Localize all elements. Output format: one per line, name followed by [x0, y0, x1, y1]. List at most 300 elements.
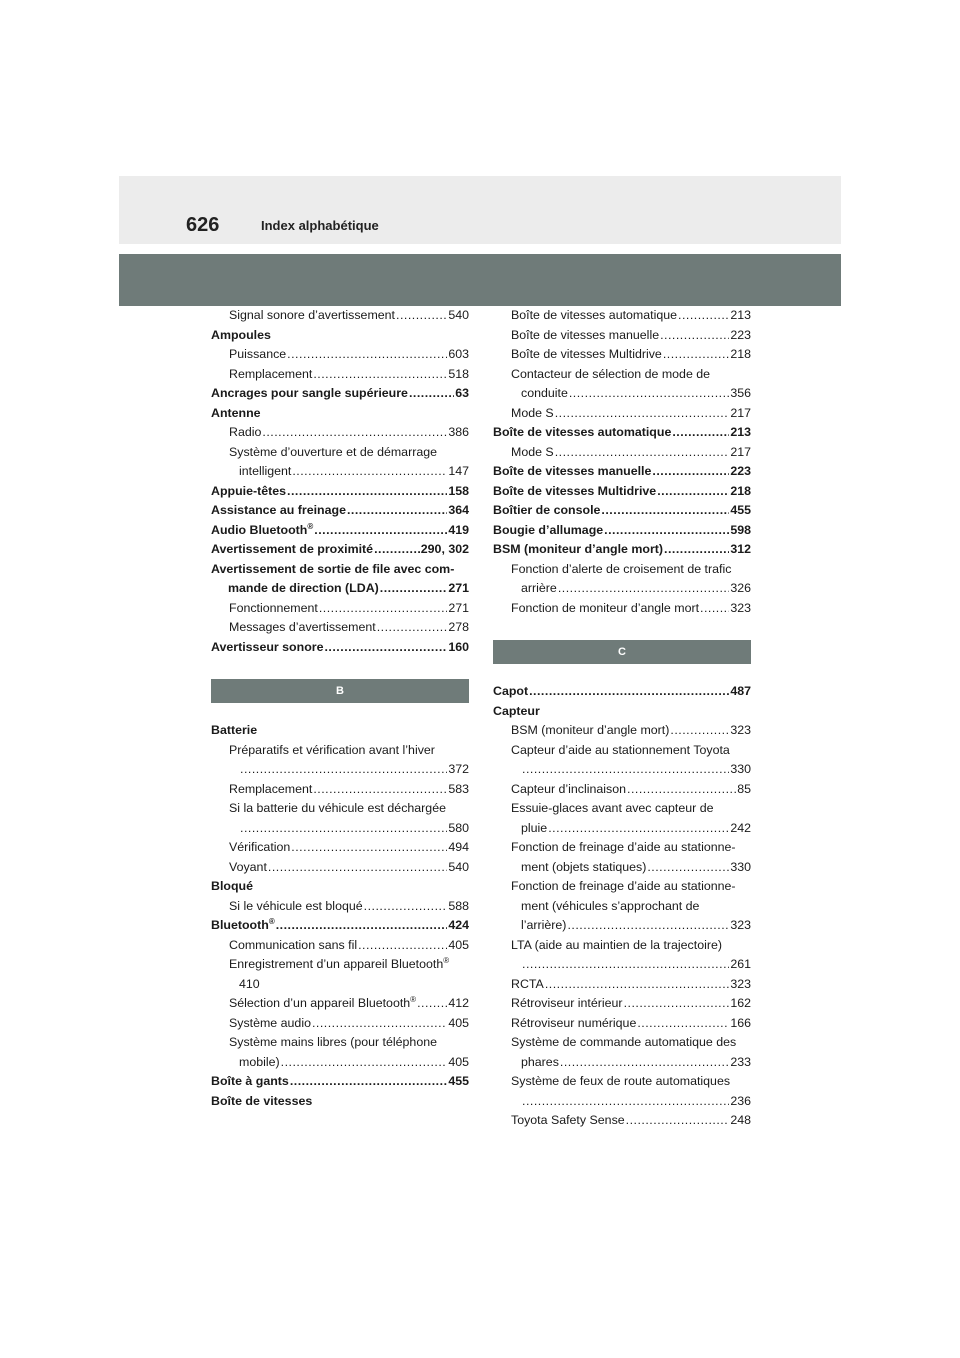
dot-leader	[652, 462, 729, 482]
index-entry	[211, 326, 469, 346]
dot-leader	[417, 994, 447, 1014]
index-entry	[211, 638, 469, 658]
entry-line	[211, 540, 469, 560]
entry-line	[211, 501, 469, 521]
index-subentry	[211, 365, 469, 385]
index-subentry	[493, 1072, 751, 1111]
dot-leader	[678, 306, 729, 326]
index-subentry	[211, 423, 469, 443]
entry-page-number: 223	[730, 464, 751, 478]
entry-label: Boîte de vitesses manuelle	[511, 327, 660, 342]
entry-label: Système mains libres (pour téléphone	[229, 1035, 437, 1049]
entry-page-number: 405	[448, 1015, 469, 1030]
dot-leader	[287, 482, 447, 502]
index-subentry	[493, 1033, 751, 1072]
entry-label: Toyota Safety Sense	[511, 1113, 625, 1127]
dot-leader	[364, 897, 448, 917]
entry-line	[211, 936, 469, 956]
entry-page-number: 330	[730, 762, 751, 776]
index-subentry	[493, 1014, 751, 1034]
entry-page-number: 386	[448, 425, 469, 439]
index-entry	[493, 521, 751, 541]
dot-leader	[700, 599, 729, 619]
entry-label: Boîte de vitesses Multidrive	[511, 347, 662, 361]
dot-leader	[240, 819, 447, 839]
dot-leader	[287, 345, 447, 365]
dot-leader	[548, 819, 729, 839]
entry-page-number: 455	[730, 503, 751, 517]
entry-label: Boîte de vitesses automatique	[511, 308, 677, 322]
entry-label: Antenne	[211, 405, 261, 420]
entry-label: Signal sonore d’avertissement	[229, 308, 395, 322]
entry-line	[493, 384, 751, 404]
dot-leader	[314, 521, 447, 541]
entry-line	[493, 897, 751, 917]
entry-line	[493, 936, 751, 956]
dot-leader	[240, 760, 447, 780]
dot-leader	[313, 365, 447, 385]
index-entry	[211, 501, 469, 521]
entry-label: RCTA	[511, 976, 544, 991]
entry-label: Radio	[229, 425, 262, 439]
entry-label: Système de commande automatique des	[511, 1035, 737, 1049]
header-divider-bar	[119, 254, 841, 306]
entry-label: Capteur	[493, 703, 540, 718]
entry-line	[493, 741, 751, 761]
dot-leader	[657, 482, 729, 502]
entry-label: Fonction de moniteur d’angle mort	[511, 600, 700, 615]
entry-label: conduite	[521, 386, 568, 400]
index-subentry	[211, 780, 469, 800]
index-subentry	[211, 838, 469, 858]
dot-leader	[396, 306, 447, 326]
entry-page-number: 290, 302	[420, 542, 469, 556]
index-entry	[493, 540, 751, 560]
entry-page-number: 326	[730, 581, 751, 595]
dot-leader	[601, 501, 729, 521]
entry-line	[493, 599, 751, 619]
entry-label: Système de feux de route automatiques	[511, 1074, 731, 1088]
dot-leader	[637, 1014, 729, 1034]
entry-page-number: 424	[448, 918, 469, 932]
index-entry	[211, 560, 469, 599]
entry-page-number: 158	[448, 483, 469, 498]
entry-page-number: 455	[448, 1074, 469, 1088]
entry-line	[493, 682, 751, 702]
dot-leader	[522, 1092, 729, 1112]
index-column-right	[493, 306, 751, 1131]
entry-page-number: 419	[448, 522, 469, 537]
entry-page-number: 213	[730, 308, 751, 322]
dot-leader	[380, 579, 448, 599]
entry-line	[211, 838, 469, 858]
index-subentry	[493, 1111, 751, 1131]
index-subentry	[493, 443, 751, 463]
entry-label: Boîte à gants	[211, 1074, 289, 1088]
index-subentry	[211, 994, 469, 1014]
index-subentry	[493, 799, 751, 838]
entry-label: Sélection d’un appareil Bluetooth®	[229, 994, 417, 1010]
entry-line	[211, 1072, 469, 1092]
entry-page-number: 147	[448, 464, 469, 478]
entry-label: Rétroviseur numérique	[511, 1015, 637, 1030]
entry-line	[211, 521, 469, 541]
entry-label: Essuie-glaces avant avec capteur de	[511, 801, 714, 815]
entry-page-number: 372	[448, 762, 469, 776]
index-entry	[493, 682, 751, 702]
entry-label: mobile)	[239, 1054, 280, 1069]
entry-page-number: 405	[448, 1054, 469, 1069]
index-entry	[211, 1072, 469, 1092]
entry-line	[211, 345, 469, 365]
entry-label: Remplacement	[229, 781, 313, 796]
entry-page-number: 330	[730, 859, 751, 874]
entry-line	[211, 741, 469, 761]
entry-page-number: 218	[730, 347, 751, 361]
entry-label: intelligent	[239, 464, 292, 478]
dot-leader	[604, 521, 729, 541]
entry-line	[493, 1053, 751, 1073]
entry-page-number: 603	[448, 347, 469, 361]
entry-label: Communication sans fil	[229, 937, 358, 952]
dot-leader	[555, 443, 730, 463]
index-entry	[493, 482, 751, 502]
entry-line	[493, 1072, 751, 1092]
entry-label: mande de direction (LDA)	[228, 581, 379, 595]
entry-label: Messages d’avertissement	[229, 620, 376, 634]
entry-page-number: 356	[730, 386, 751, 400]
entry-label: 410	[239, 976, 260, 991]
entry-page-number: 323	[730, 918, 751, 932]
entry-line	[211, 955, 469, 975]
entry-line	[493, 443, 751, 463]
entry-page-number: 223	[730, 327, 751, 342]
entry-line	[493, 975, 751, 995]
entry-label: Système audio	[229, 1015, 311, 1030]
header-band	[119, 176, 841, 244]
entry-label: Appuie-têtes	[211, 483, 287, 498]
entry-line	[211, 721, 469, 741]
entry-label: Puissance	[229, 347, 287, 361]
index-entry	[493, 423, 751, 443]
entry-line	[493, 521, 751, 541]
dot-leader	[313, 780, 447, 800]
entry-line	[211, 760, 469, 780]
entry-page-number: 261	[730, 957, 751, 971]
entry-page-number: 323	[730, 600, 751, 615]
entry-page-number: 278	[448, 620, 469, 634]
entry-label: Vérification	[229, 840, 291, 854]
entry-line	[493, 994, 751, 1014]
entry-line	[211, 799, 469, 819]
index-entry	[211, 384, 469, 404]
entry-line	[211, 877, 469, 897]
dot-leader	[664, 540, 729, 560]
index-subentry	[493, 994, 751, 1014]
entry-line	[211, 462, 469, 482]
entry-label: Mode S	[511, 444, 554, 459]
entry-label: ment (objets statiques)	[521, 859, 647, 874]
dot-leader	[647, 858, 729, 878]
entry-line	[211, 780, 469, 800]
entry-page-number: 323	[730, 723, 751, 737]
entry-label: Capteur d’aide au stationnement Toyota	[511, 742, 730, 757]
entry-line	[493, 404, 751, 424]
index-subentry	[211, 618, 469, 638]
entry-label: BSM (moniteur d’angle mort)	[493, 542, 664, 556]
entry-page-number: 598	[730, 522, 751, 537]
entry-label: phares	[521, 1054, 559, 1069]
entry-line	[493, 760, 751, 780]
entry-page-number: 271	[448, 600, 469, 615]
index-column-left	[211, 306, 469, 1111]
entry-label: arrière	[521, 581, 557, 595]
dot-leader	[567, 916, 729, 936]
index-entry	[211, 1092, 469, 1112]
dot-leader	[409, 384, 454, 404]
entry-page-number: 85	[737, 781, 751, 796]
entry-label: Fonction de freinage d’aide au stationne-	[511, 879, 736, 893]
entry-line	[493, 1111, 751, 1131]
entry-line	[211, 916, 469, 936]
entry-label: Boîtier de console	[493, 503, 601, 517]
entry-line	[493, 819, 751, 839]
entry-line	[211, 618, 469, 638]
index-entry	[211, 916, 469, 936]
entry-line	[211, 326, 469, 346]
entry-page-number: 242	[730, 820, 751, 835]
entry-page-number: 63	[455, 386, 469, 400]
entry-line	[211, 819, 469, 839]
index-subentry	[493, 404, 751, 424]
index-subentry	[211, 1033, 469, 1072]
entry-page-number: 583	[448, 781, 469, 796]
entry-label: BSM (moniteur d’angle mort)	[511, 723, 670, 737]
entry-label: Avertissement de proximité	[211, 542, 374, 556]
entry-line	[493, 838, 751, 858]
index-subentry	[493, 721, 751, 741]
entry-line	[211, 443, 469, 463]
entry-line	[493, 955, 751, 975]
dot-leader	[281, 1053, 448, 1073]
index-subentry	[211, 897, 469, 917]
entry-line	[493, 916, 751, 936]
dot-leader	[560, 1053, 729, 1073]
entry-label: Boîte de vitesses manuelle	[493, 464, 652, 478]
index-entry	[211, 521, 469, 541]
entry-line	[493, 702, 751, 722]
entry-line	[211, 1033, 469, 1053]
index-entry	[211, 540, 469, 560]
entry-label: ment (véhicules s’approchant de	[521, 898, 700, 913]
entry-label: Boîte de vitesses	[211, 1093, 313, 1108]
entry-line	[211, 306, 469, 326]
section-letter-c: C	[493, 640, 751, 664]
dot-leader	[627, 780, 736, 800]
index-subentry	[493, 560, 751, 599]
entry-line	[493, 306, 751, 326]
entry-page-number: 540	[448, 859, 469, 874]
dot-leader	[558, 579, 730, 599]
dot-leader	[291, 838, 447, 858]
entry-line	[493, 501, 751, 521]
entry-line	[493, 877, 751, 897]
index-subentry	[493, 326, 751, 346]
index-subentry	[211, 1014, 469, 1034]
entry-line	[211, 858, 469, 878]
entry-line	[493, 579, 751, 599]
entry-label: Contacteur de sélection de mode de	[511, 366, 711, 381]
index-entry	[493, 462, 751, 482]
entry-page-number: 217	[730, 405, 751, 420]
entry-page-number: 160	[448, 639, 469, 654]
entry-page-number: 323	[730, 976, 751, 991]
dot-leader	[292, 462, 447, 482]
entry-label: Fonction d’alerte de croisement de trafic	[511, 561, 732, 576]
entry-label: Ancrages pour sangle supérieure	[211, 386, 408, 400]
dot-leader	[374, 540, 420, 560]
index-subentry	[493, 306, 751, 326]
dot-leader	[529, 682, 729, 702]
index-subentry	[493, 838, 751, 877]
entry-line	[493, 462, 751, 482]
entry-line	[493, 540, 751, 560]
index-subentry	[211, 858, 469, 878]
entry-page-number: 412	[448, 996, 469, 1010]
entry-line	[493, 721, 751, 741]
page-title: Index alphabétique	[261, 218, 379, 233]
dot-leader	[663, 345, 729, 365]
entry-line	[211, 423, 469, 443]
entry-page-number: 494	[448, 840, 469, 854]
dot-leader	[312, 1014, 447, 1034]
entry-line	[493, 345, 751, 365]
index-entry	[493, 501, 751, 521]
entry-line	[493, 1014, 751, 1034]
entry-page-number: 540	[448, 308, 469, 322]
entry-line	[211, 482, 469, 502]
entry-page-number: 236	[730, 1093, 751, 1108]
entry-label: Audio Bluetooth®	[211, 521, 314, 537]
entry-page-number: 580	[448, 820, 469, 835]
entry-line	[211, 365, 469, 385]
entry-page-number: 518	[448, 366, 469, 381]
index-entry	[211, 482, 469, 502]
entry-label: LTA (aide au maintien de la trajectoire)	[511, 937, 722, 952]
entry-line	[211, 404, 469, 424]
entry-line	[211, 384, 469, 404]
entry-label: Mode S	[511, 405, 554, 420]
dot-leader	[626, 1111, 730, 1131]
dot-leader	[276, 916, 448, 936]
entry-label: Enregistrement d’un appareil Bluetooth®	[229, 955, 450, 971]
index-subentry	[211, 599, 469, 619]
index-entry	[211, 404, 469, 424]
index-subentry	[493, 877, 751, 936]
entry-line	[211, 638, 469, 658]
dot-leader	[262, 423, 447, 443]
entry-label: pluie	[521, 820, 548, 835]
entry-line	[493, 799, 751, 819]
dot-leader	[522, 955, 729, 975]
entry-line	[493, 423, 751, 443]
index-subentry	[493, 975, 751, 995]
entry-label: Préparatifs et vérification avant l’hiver	[229, 742, 435, 757]
entry-line	[493, 326, 751, 346]
dot-leader	[569, 384, 729, 404]
entry-label: Fonctionnement	[229, 600, 318, 615]
entry-line	[493, 365, 751, 385]
dot-leader	[522, 760, 729, 780]
dot-leader	[672, 423, 729, 443]
entry-line	[211, 1092, 469, 1112]
entry-label: Bluetooth®	[211, 916, 275, 932]
entry-line	[211, 994, 469, 1014]
entry-label: Si le véhicule est bloqué	[229, 898, 363, 913]
index-subentry	[211, 799, 469, 838]
dot-leader	[290, 1072, 448, 1092]
entry-line	[211, 1014, 469, 1034]
entry-label: Capot	[493, 684, 529, 698]
entry-line	[493, 858, 751, 878]
entry-page-number: 162	[730, 996, 751, 1010]
entry-label: Avertissement de sortie de file avec com-	[211, 561, 455, 576]
entry-line	[211, 599, 469, 619]
entry-line	[493, 1092, 751, 1112]
index-subentry	[493, 599, 751, 619]
entry-line	[211, 560, 469, 580]
dot-leader	[268, 858, 447, 878]
dot-leader	[324, 638, 447, 658]
entry-line	[493, 780, 751, 800]
entry-page-number: 166	[730, 1015, 751, 1030]
index-entry	[211, 721, 469, 741]
entry-label: Remplacement	[229, 366, 313, 381]
entry-line	[211, 1053, 469, 1073]
entry-page-number: 271	[448, 581, 469, 595]
dot-leader	[555, 404, 730, 424]
dot-leader	[545, 975, 730, 995]
entry-page-number: 312	[730, 542, 751, 556]
entry-label: Boîte de vitesses Multidrive	[493, 483, 657, 498]
index-subentry	[211, 741, 469, 780]
entry-line	[211, 975, 469, 995]
entry-line	[211, 579, 469, 599]
index-subentry	[493, 345, 751, 365]
entry-label: Batterie	[211, 723, 258, 737]
index-subentry	[493, 780, 751, 800]
index-subentry	[211, 955, 469, 994]
entry-page-number: 405	[448, 937, 469, 952]
entry-label: Boîte de vitesses automatique	[493, 425, 672, 439]
index-subentry	[493, 365, 751, 404]
dot-leader	[377, 618, 448, 638]
entry-line	[493, 560, 751, 580]
entry-page-number: 364	[448, 503, 469, 517]
entry-page-number: 218	[730, 483, 751, 498]
index-entry	[211, 877, 469, 897]
entry-label: Voyant	[229, 859, 267, 874]
dot-leader	[660, 326, 729, 346]
entry-page-number: 213	[730, 425, 751, 439]
entry-label: Ampoules	[211, 327, 271, 342]
entry-label: Avertisseur sonore	[211, 639, 324, 654]
index-entry	[493, 702, 751, 722]
index-subentry	[211, 443, 469, 482]
entry-label: Assistance au freinage	[211, 503, 346, 517]
entry-page-number: 588	[448, 898, 469, 913]
dot-leader	[347, 501, 447, 521]
